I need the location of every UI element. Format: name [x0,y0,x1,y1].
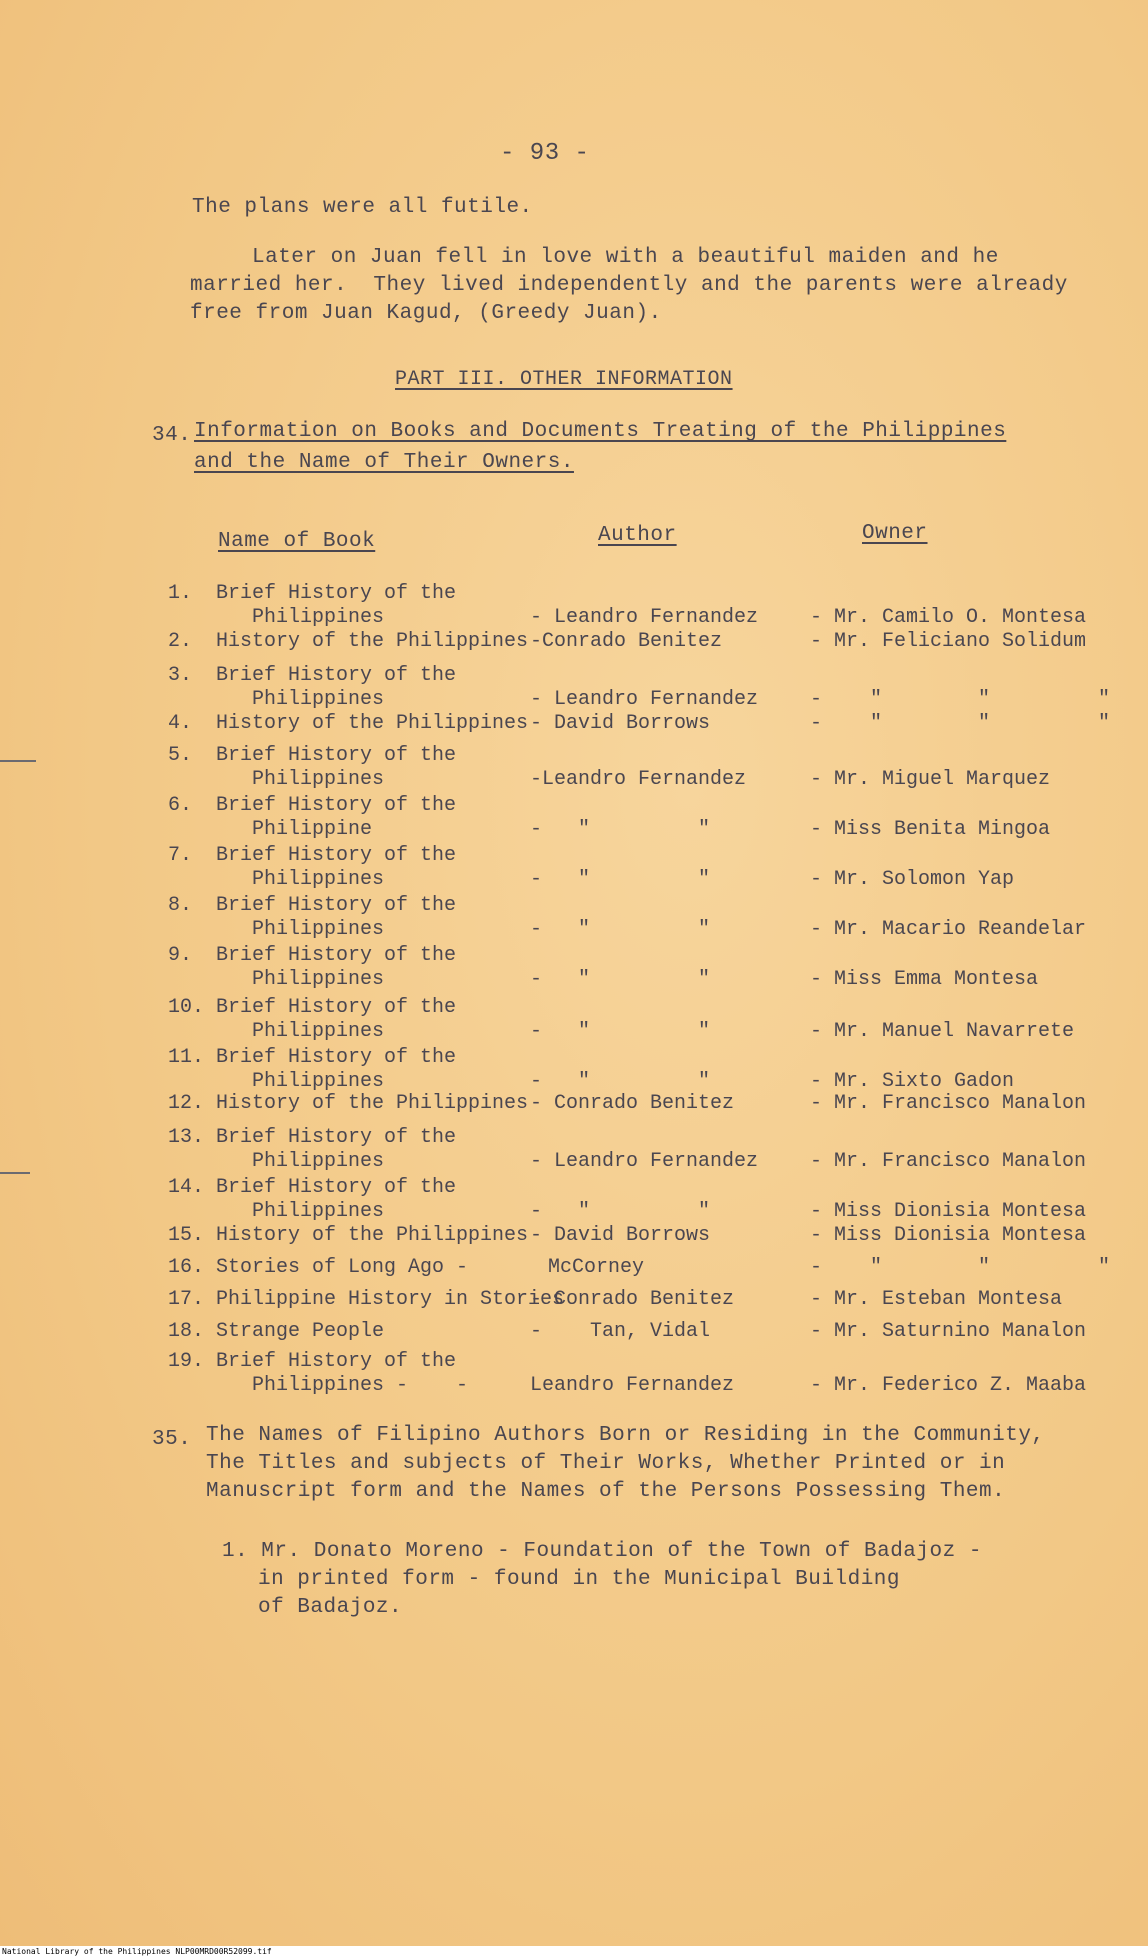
part-heading: PART III. OTHER INFORMATION [395,368,733,391]
row-number: 5. [168,744,193,767]
author-cell: - David Borrows [530,1224,711,1247]
book-title: Stories of Long Ago - [216,1256,469,1279]
book-title-cont: Philippines [252,768,385,791]
owner-cell: - " " " [810,1256,1111,1279]
book-title: Strange People [216,1320,385,1343]
row-number: 9. [168,944,193,967]
owner-cell: - Miss Emma Montesa [810,968,1039,991]
book-title-cont: Philippines [252,918,385,941]
author-cell: -Conrado Benitez [530,630,723,653]
book-title: Brief History of the [216,794,457,817]
author-cell: - David Borrows [530,712,711,735]
row-number: 13. [168,1126,205,1149]
book-title-cont: Philippines [252,688,385,711]
row-number: 11. [168,1046,205,1069]
author-cell: - Leandro Fernandez [530,606,759,629]
paragraph-line: Later on Juan fell in love with a beautiful maiden and he [252,246,999,269]
owner-cell: - Miss Dionisia Montesa [810,1224,1087,1247]
row-number: 1. [168,582,193,605]
book-title: Brief History of the [216,1350,457,1373]
margin-mark [0,760,36,762]
book-title-cont: Philippines [252,1150,385,1173]
owner-cell: - Mr. Camilo O. Montesa [810,606,1087,629]
book-title: Brief History of the [216,844,457,867]
owner-cell: - Mr. Esteban Montesa [810,1288,1063,1311]
row-number: 8. [168,894,193,917]
paragraph-futile: The plans were all futile. [192,196,533,219]
item-34-title-line: Information on Books and Documents Treating of the Philippines [194,420,1007,443]
author-cell: - Tan, Vidal [530,1320,711,1343]
book-title: Philippine History in Stories [216,1288,565,1311]
author-cell: - " " [530,968,711,991]
book-title: Brief History of the [216,664,457,687]
author-cell: -Leandro Fernandez [530,768,747,791]
scan-footer: National Library of the Philippines NLP00MRD00R52099.tif [0,1946,1148,1958]
book-title: History of the Philippines [216,1092,529,1115]
row-number: 7. [168,844,193,867]
row-number: 19. [168,1350,205,1373]
owner-cell: - Mr. Manuel Navarrete [810,1020,1075,1043]
owner-cell: - Mr. Federico Z. Maaba [810,1374,1087,1397]
author-cell: - Conrado Benitez [530,1092,735,1115]
author-cell: - Conrado Benitez [530,1288,735,1311]
item-35-title-line: The Titles and subjects of Their Works, Whether Printed or in [206,1452,1006,1475]
author-cell: McCorney [548,1256,645,1279]
row-number: 17. [168,1288,205,1311]
header-author: Author [598,524,677,547]
book-title-cont: Philippines [252,606,385,629]
author-cell: - " " [530,868,711,891]
book-title: History of the Philippines [216,712,529,735]
book-title-cont: Philippines - - [252,1374,469,1397]
book-title: Brief History of the [216,996,457,1019]
owner-cell: - Miss Dionisia Montesa [810,1200,1087,1223]
book-title: Brief History of the [216,944,457,967]
book-title: Brief History of the [216,894,457,917]
row-number: 14. [168,1176,205,1199]
item-35-entry-line: of Badajoz. [258,1596,403,1619]
paragraph-line: free from Juan Kagud, (Greedy Juan). [190,302,662,325]
author-cell: - " " [530,918,711,941]
book-title: Brief History of the [216,582,457,605]
item-34-title-line: and the Name of Their Owners. [194,451,574,474]
author-cell: - " " [530,1020,711,1043]
book-title-cont: Philippines [252,1020,385,1043]
author-cell: - " " [530,818,711,841]
owner-cell: - Mr. Sixto Gadon [810,1070,1015,1093]
margin-mark [0,1172,30,1174]
book-title: Brief History of the [216,1126,457,1149]
item-35-title-line: Manuscript form and the Names of the Persons Possessing Them. [206,1480,1006,1503]
book-title: Brief History of the [216,744,457,767]
paragraph-line: married her. They lived independently and the parents were already [190,274,1068,297]
owner-cell: - Mr. Feliciano Solidum [810,630,1087,653]
book-title-cont: Philippines [252,968,385,991]
row-number: 3. [168,664,193,687]
owner-cell: - " " " [810,712,1111,735]
owner-cell: - Mr. Francisco Manalon [810,1092,1087,1115]
author-cell: - Leandro Fernandez [530,688,759,711]
book-title: Brief History of the [216,1046,457,1069]
author-cell: Leandro Fernandez [530,1374,735,1397]
author-cell: - " " [530,1200,711,1223]
book-title-cont: Philippines [252,1200,385,1223]
page-number: - 93 - [500,140,590,167]
author-cell: - Leandro Fernandez [530,1150,759,1173]
row-number: 15. [168,1224,205,1247]
row-number: 16. [168,1256,205,1279]
item-35-entry-line: 1. Mr. Donato Moreno - Foundation of the Town of Badajoz - [222,1540,982,1563]
item-35-entry-line: in printed form - found in the Municipal Building [258,1568,901,1591]
book-title: Brief History of the [216,1176,457,1199]
row-number: 6. [168,794,193,817]
book-title-cont: Philippines [252,868,385,891]
row-number: 4. [168,712,193,735]
book-title: History of the Philippines [216,630,529,653]
book-title-cont: Philippine [252,818,373,841]
owner-cell: - Miss Benita Mingoa [810,818,1051,841]
owner-cell: - Mr. Francisco Manalon [810,1150,1087,1173]
book-title-cont: Philippines [252,1070,385,1093]
author-cell: - " " [530,1070,711,1093]
owner-cell: - Mr. Miguel Marquez [810,768,1051,791]
row-number: 2. [168,630,193,653]
header-owner: Owner [862,522,928,545]
book-title: History of the Philippines [216,1224,529,1247]
owner-cell: - Mr. Solomon Yap [810,868,1015,891]
item-35-number: 35. [152,1428,192,1451]
item-34-number: 34. [152,424,192,447]
row-number: 18. [168,1320,205,1343]
header-name-of-book: Name of Book [218,530,376,553]
owner-cell: - Mr. Saturnino Manalon [810,1320,1087,1343]
row-number: 10. [168,996,205,1019]
row-number: 12. [168,1092,205,1115]
owner-cell: - Mr. Macario Reandelar [810,918,1087,941]
owner-cell: - " " " [810,688,1111,711]
item-35-title-line: The Names of Filipino Authors Born or Residing in the Community, [206,1424,1045,1447]
